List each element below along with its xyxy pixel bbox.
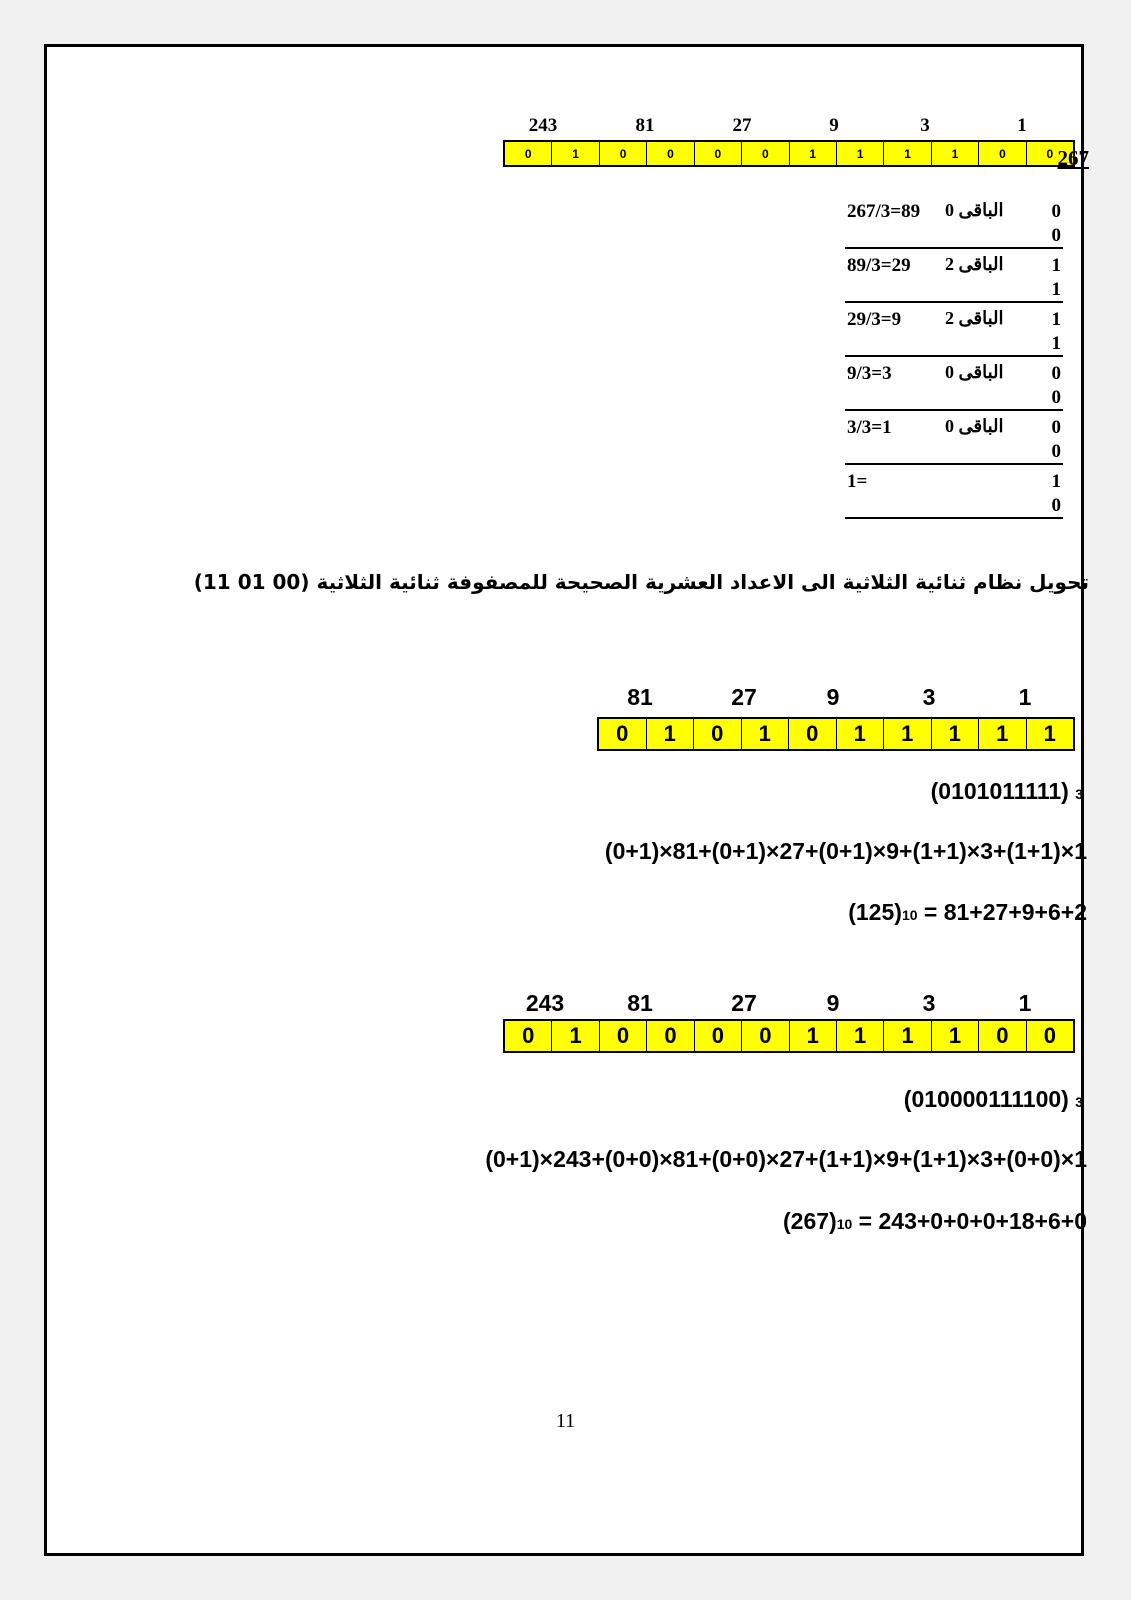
trit-cell: 0 bbox=[600, 1021, 647, 1051]
trit-cell: 1 bbox=[837, 719, 885, 749]
trit-cell: 0 bbox=[505, 142, 552, 165]
page-number: 11 bbox=[555, 1410, 576, 1432]
trit-cell: 1 bbox=[884, 1021, 931, 1051]
remainder-digit: 1 bbox=[1051, 471, 1061, 492]
trit-cell: 0 bbox=[647, 1021, 694, 1051]
place-value-label: 9 bbox=[826, 684, 840, 710]
trit-cell: 0 bbox=[505, 1021, 552, 1051]
ternary-value: (0101011111) bbox=[930, 778, 1069, 804]
division-equation: 267/3=89 bbox=[847, 201, 921, 222]
remainder-digit: 1 bbox=[1051, 309, 1061, 330]
division-row bbox=[845, 195, 1063, 249]
remainder-digit: 0 bbox=[1051, 417, 1061, 438]
trit-cell: 0 bbox=[979, 142, 1026, 165]
trit-cell: 0 bbox=[695, 142, 742, 165]
place-value-label: 3 bbox=[920, 115, 930, 136]
trit-cell: 1 bbox=[884, 719, 932, 749]
place-value-label: 81 bbox=[627, 990, 653, 1016]
base-subscript: 10 bbox=[836, 1216, 853, 1232]
trit-cell: 0 bbox=[695, 1021, 742, 1051]
division-equation: 89/3=29 bbox=[847, 255, 911, 276]
place-value-label: 1 bbox=[1017, 115, 1027, 136]
trit-cell: 1 bbox=[837, 142, 884, 165]
division-equation: 29/3=9 bbox=[847, 309, 902, 330]
trit-cell: 1 bbox=[552, 142, 599, 165]
remainder-digit: 0 bbox=[1051, 201, 1061, 222]
remainder-digit: 1 bbox=[1051, 255, 1061, 276]
result-1 bbox=[848, 899, 1087, 926]
remainder-label: الباقى 0 bbox=[945, 200, 1004, 220]
place-value-labels bbox=[597, 684, 1077, 710]
place-value-label: 3 bbox=[922, 684, 936, 710]
division-row bbox=[845, 411, 1063, 465]
trit-cell: 0 bbox=[599, 719, 647, 749]
trit-cell: 0 bbox=[1043, 1023, 1056, 1048]
trit-cells bbox=[503, 140, 1075, 167]
place-value-label: 1 bbox=[1018, 990, 1032, 1016]
remainder-label: الباقى 0 bbox=[945, 416, 1004, 436]
expansion-2: (0+1)×243+(0+0)×81+(0+0)×27+(1+1)×9+(1+1)×3+(0+0)×1 bbox=[485, 1146, 1087, 1172]
trit-cell: 1 bbox=[932, 142, 979, 165]
trit-cell: 0 bbox=[694, 719, 742, 749]
trit-cell: 0 bbox=[1046, 146, 1054, 161]
place-value-label: 81 bbox=[635, 115, 655, 136]
base-subscript: 10 bbox=[901, 907, 918, 923]
trit-cell: 1 bbox=[647, 719, 695, 749]
trit-cell: 1 bbox=[742, 719, 790, 749]
division-equation: 9/3=3 bbox=[847, 363, 892, 384]
division-row bbox=[845, 249, 1063, 303]
place-value-label: 27 bbox=[731, 990, 757, 1016]
division-row bbox=[845, 303, 1063, 357]
decimal-result: (125) bbox=[848, 899, 902, 925]
trit-cell: 1 bbox=[837, 1021, 884, 1051]
base-subscript: 3 bbox=[1075, 1094, 1083, 1110]
place-value-label: 27 bbox=[731, 684, 757, 710]
base-subscript: 3 bbox=[1075, 786, 1083, 802]
trit-cell: 1 bbox=[932, 1021, 979, 1051]
place-value-labels bbox=[503, 990, 1077, 1016]
place-value-label: 1 bbox=[1018, 684, 1032, 710]
trit-cell: 0 bbox=[742, 142, 789, 165]
sum-expression: = 243+0+0+0+18+6+0 bbox=[858, 1208, 1087, 1234]
decimal-result: (267) bbox=[783, 1208, 837, 1234]
result-2 bbox=[783, 1208, 1087, 1235]
trit-cell: 1 bbox=[790, 1021, 837, 1051]
division-equation: 1= bbox=[847, 471, 868, 492]
place-value-label: 3 bbox=[922, 990, 936, 1016]
binary-digit: 0 bbox=[1051, 387, 1061, 408]
binary-digit: 0 bbox=[1051, 441, 1061, 462]
remainder-label: الباقى 2 bbox=[945, 254, 1004, 274]
expansion-1: (0+1)×81+(0+1)×27+(0+1)×9+(1+1)×3+(1+1)×1 bbox=[604, 838, 1087, 864]
trit-cells bbox=[503, 1019, 1075, 1053]
remainder-digit: 0 bbox=[1051, 363, 1061, 384]
division-row bbox=[845, 357, 1063, 411]
place-value-label: 9 bbox=[829, 115, 839, 136]
trit-cell: 1 bbox=[552, 1021, 599, 1051]
trit-cell: 0 bbox=[789, 719, 837, 749]
ternary-number-1 bbox=[931, 778, 1083, 805]
trit-cells bbox=[597, 717, 1075, 751]
trit-cell: 0 bbox=[600, 142, 647, 165]
place-value-label: 27 bbox=[732, 115, 752, 136]
trit-cell: 1 bbox=[932, 719, 980, 749]
division-heading: 267 bbox=[1057, 146, 1089, 170]
sum-expression: = 81+27+9+6+2 bbox=[923, 899, 1087, 925]
binary-digit: 1 bbox=[1051, 333, 1061, 354]
remainder-label: الباقى 2 bbox=[945, 308, 1004, 328]
binary-digit: 0 bbox=[1051, 495, 1061, 516]
remainder-label: الباقى 0 bbox=[945, 362, 1004, 382]
trit-cell: 0 bbox=[647, 142, 694, 165]
trit-cell: 0 bbox=[742, 1021, 789, 1051]
place-value-label: 9 bbox=[826, 990, 840, 1016]
trit-cell: 1 bbox=[979, 719, 1027, 749]
binary-digit: 0 bbox=[1051, 225, 1061, 246]
place-value-label: 243 bbox=[525, 990, 565, 1016]
place-value-labels bbox=[503, 115, 1073, 137]
trit-cell: 1 bbox=[1043, 721, 1056, 746]
section-title: تحويل نظام ثنائية الثلاثية الى الاعداد العشرية الصحيحة للمصفوفة ثنائية الثلاثية (00 01 11) bbox=[193, 570, 1089, 594]
trit-cell: 1 bbox=[884, 142, 931, 165]
binary-digit: 1 bbox=[1051, 279, 1061, 300]
place-value-label: 81 bbox=[627, 684, 653, 710]
division-equation: 3/3=1 bbox=[847, 417, 892, 438]
division-table bbox=[845, 195, 1063, 519]
trit-cell: 1 bbox=[790, 142, 837, 165]
ternary-number-2 bbox=[904, 1086, 1083, 1113]
division-row bbox=[845, 465, 1063, 519]
ternary-value: (010000111100) bbox=[903, 1086, 1069, 1112]
place-value-label: 243 bbox=[528, 115, 558, 136]
trit-cell: 0 bbox=[979, 1021, 1026, 1051]
